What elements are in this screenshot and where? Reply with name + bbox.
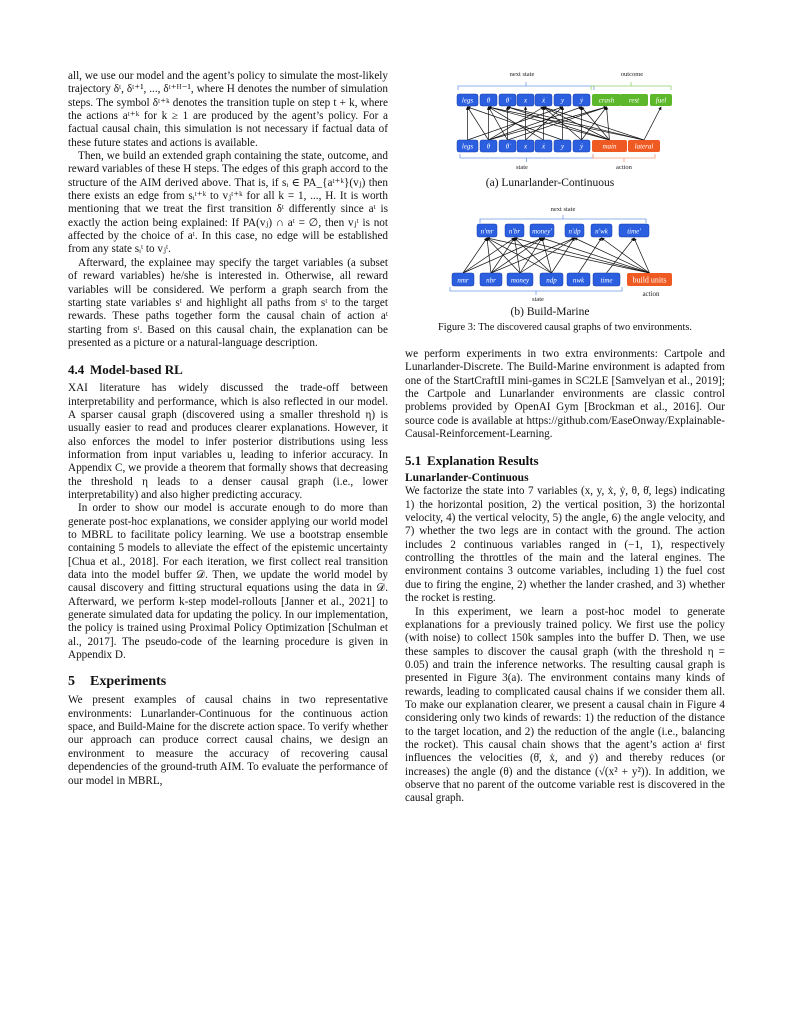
section-number: 4.4 — [68, 362, 85, 378]
next-state-label: next state — [550, 206, 576, 213]
section-title: Explanation Results — [427, 453, 539, 469]
bottom-node-label: time — [600, 276, 613, 285]
top-node-label: θ — [486, 96, 491, 105]
top-node-label: n′dp — [568, 227, 581, 236]
top-node-label: legs — [461, 96, 474, 105]
top-node-label: y — [560, 96, 565, 105]
bottom-node-label: θ — [486, 142, 491, 151]
paragraph: Then, we build an extended graph containing the state, outcome, and reward variables of these H steps. The edges of this graph accord to the structure of the AIM derived above. That is, if sᵢ ∈ PA_{aᵗ⁺ᵏ}(vⱼ) then there exists an edge from sᵢᵗ⁺ᵏ to vⱼᵗ⁺ᵏ for all k = 1, ..., H. It is worth mentioning that we treat the first transition δᵗ differently since aᵗ is exactly the action being explained: If PA(vⱼ) ∩ aᵗ = ∅, then vⱼᵗ is not affected by the choice of aᵗ. In this case, no edge will be established from any state sᵢᵗ to vⱼᵗ. — [68, 150, 388, 256]
bottom-node-label: money — [510, 276, 530, 285]
paragraph: XAI literature has widely discussed the trade-off between interpretability and performance, which is also reflected in our model. A sparser causal graph (discovered using a smaller threshold η) is usually easier to read and produces clearer explanations. However, it also enforces the model to infer posterior distributions using less information from input variables u, leading to inferior accuracy. In Appendix C, we provide a theorem that formally shows that decreasing the threshold η leads to a denser causal graph (i.e., lower interpretability) and also higher predicting accuracy. — [68, 382, 388, 501]
section-heading-5-1 — [405, 453, 725, 469]
paragraph: we perform experiments in two extra environments: Cartpole and Lunarlander-Discrete. The Build-Marine environment is adapted from one of the StartCraftII mini-games in SC2LE [Samvelyan et al., 2019]; the Cartpole and Lunarlander environments are classic control problems provided by OpenAI Gym [Brockman et al., 2016]. Our source code is available at https://github.com/EaseOnway/Explainable-Causal-Reinforcement-Learning. — [405, 348, 725, 441]
paragraph: all, we use our model and the agent’s policy to simulate the most-likely trajectory δᵗ, δᵗ⁺¹, ..., δᵗ⁺ᴴ⁻¹, where H denotes the number of simulation steps. The symbol δᵗ⁺ᵏ denotes the transition tuple on step t + k, where the actions aᵗ⁺ᵏ for k ≥ 1 are produced by the agent’s policy. For a factual causal chain, this simulation is not necessary if factual data of these future states and actions is available. — [68, 70, 388, 149]
top-node-label: θ̇ — [505, 96, 510, 105]
section-title: Model-based RL — [90, 362, 183, 378]
state-label: state — [516, 164, 528, 171]
section-heading-5 — [68, 674, 388, 690]
bottom-node-label: nbr — [486, 276, 496, 285]
top-node-label: time′ — [627, 227, 641, 236]
bottom-node-label: x — [523, 142, 528, 151]
causal-edge — [607, 107, 610, 140]
causal-edge — [552, 238, 575, 273]
top-node-label: crash — [598, 96, 615, 105]
top-node-label: n′mr — [480, 227, 494, 236]
top-node-label: ẋ — [541, 96, 546, 105]
top-node-label: x — [523, 96, 528, 105]
section-number: 5.1 — [405, 453, 422, 469]
paragraph: Afterward, the explainee may specify the target variables (a subset of reward variables) he/she is interested in. Otherwise, all reward variables will be considered. We perform a graph search from the starting state variables sᵗ and highlight all paths from sᵗ to the target rewards. These paths together form the causal chain of action aᵗ starting from sᵗ. Based on this causal chain, the explanation can be presented as a picture or a natural-language description. — [68, 256, 388, 349]
figure-3-caption: Figure 3: The discovered causal graphs of two environments. — [437, 322, 693, 333]
left-column — [68, 70, 388, 788]
causal-edge — [489, 107, 508, 140]
section-heading-4-4 — [68, 362, 388, 378]
causal-edge — [582, 107, 610, 140]
next-state-bracket — [458, 82, 594, 90]
paragraph: We factorize the state into 7 variables (x, y, ẋ, ẏ, θ, θ̇, legs) indicating 1) the horizontal position, 2) the vertical position, 3) the horizontal velocity, 4) the vertical velocity, 5) the angle, 6) the angle velocity, and 7) whether the two legs are in contact with the ground. The action includes 2 continuous variables ranged in (−1, 1), respectively controlling the throttles of the main and the lateral engines. The environment contains 3 outcome variables, including 1) the fuel cost due to firing the engine, 2) whether the lander crashed, and 3) whether the rocket is resting. — [405, 485, 725, 605]
paragraph: In this experiment, we learn a post-hoc model to generate explanations for a previously trained policy. We first use the policy (with noise) to collect 150k samples into the buffer D. Then, we use these samples to discover the causal graph (with the threshold η = 0.05) and train the inference networks. The resulting causal graph is presented in Figure 3(a). The environment contains many kinds of rewards, leading to complicated causal chains if we consider them all. To make our explanation clearer, we present a causal chain in Figure 4 considering only two kinds of rewards: 1) the reduction of the distance to the target location, and 2) the reduction of the angle (i.e., balancing the rocket). This causal chain shows that the agent’s action aᵗ first influences the velocities (θ̇, ẋ, and ẏ) and thereby reduces (or increases) the angle (θ) and the distance (√(x² + y²)). In addition, we observe that no parent of the outcome variable rest is discovered in the causal graph. — [405, 605, 725, 805]
state-label: state — [532, 296, 544, 303]
bottom-node-label: nwk — [572, 276, 585, 285]
paragraph: In order to show our model is accurate enough to do more than generate post-hoc explanations, we consider applying our world model to MBRL to facilitate policy learning. We use a bootstrap ensemble containing 5 models to alleviate the effect of the epistemic uncertainty [Chua et al., 2018]. For each iteration, we first collect real transition data into the model buffer 𝒟. Then, we update the world model by causal discovery and fitting structural equations using the data in 𝒟. Afterward, we perform k-step model-rollouts [Janner et al., 2021] to generate simulated data for updating the policy. In our implementation, the policy is trained using Proximal Policy Optimization [Schulman et al., 2017]. The pseudo-code of the learning procedure is given in Appendix D. — [68, 502, 388, 662]
bottom-node-label: lateral — [634, 142, 654, 151]
action-bracket — [593, 154, 655, 162]
bottom-node-label: θ̇ — [505, 142, 510, 151]
bottom-node-label: y — [560, 142, 565, 151]
top-node-label: rest — [628, 96, 640, 105]
section-number: 5 — [68, 674, 75, 690]
causal-edge — [520, 238, 575, 273]
outcome-label: outcome — [620, 71, 644, 78]
causal-graph-lunarlander — [410, 60, 690, 175]
top-node-label: money′ — [532, 227, 552, 236]
causal-edge — [468, 107, 489, 140]
bottom-node-label: legs — [461, 142, 474, 151]
figure-a-caption: (a) Lunarlander-Continuous — [485, 177, 615, 189]
action-label: action — [642, 290, 660, 298]
top-node-label: ẏ — [579, 96, 584, 105]
causal-edge — [489, 107, 645, 140]
state-bracket — [450, 287, 622, 295]
right-column — [405, 348, 725, 806]
causal-edge — [575, 238, 650, 273]
top-node-label: n′wk — [595, 227, 608, 236]
bottom-node-label: ndp — [546, 276, 557, 285]
bottom-node-label: nmr — [457, 276, 469, 285]
state-bracket — [460, 154, 593, 162]
bottom-node-label: ẏ — [579, 142, 584, 151]
paragraph: We present examples of causal chains in two representative environments: Lunarlander-Continuous for the continuous action space, and Build-Maine for the discrete action space. To verify whether our approach can produce correct causal chains, we design an environment to measure the accuracy of recovering causal dependencies of the ground-truth AIM. To evaluate the performance of our model in MBRL, — [68, 694, 388, 787]
causal-edge — [542, 238, 650, 273]
outcome-bracket — [591, 82, 671, 90]
action-label: action — [616, 164, 632, 171]
causal-graph-build-marine — [410, 195, 690, 303]
causal-edge — [542, 238, 552, 273]
top-node-label: fuel — [655, 96, 667, 105]
top-node-label: n′br — [508, 227, 521, 236]
bottom-node-label: main — [602, 142, 617, 151]
figure-b-caption: (b) Build-Marine — [510, 306, 590, 318]
causal-edge — [644, 107, 661, 140]
bottom-node-label: build units — [632, 275, 667, 285]
next-state-bracket — [480, 215, 646, 223]
subsection-heading: Lunarlander-Continuous — [405, 472, 529, 485]
causal-edge — [487, 238, 491, 273]
bottom-node-label: ẋ — [541, 142, 546, 151]
section-title: Experiments — [90, 674, 167, 690]
next-state-label: next state — [509, 71, 535, 78]
